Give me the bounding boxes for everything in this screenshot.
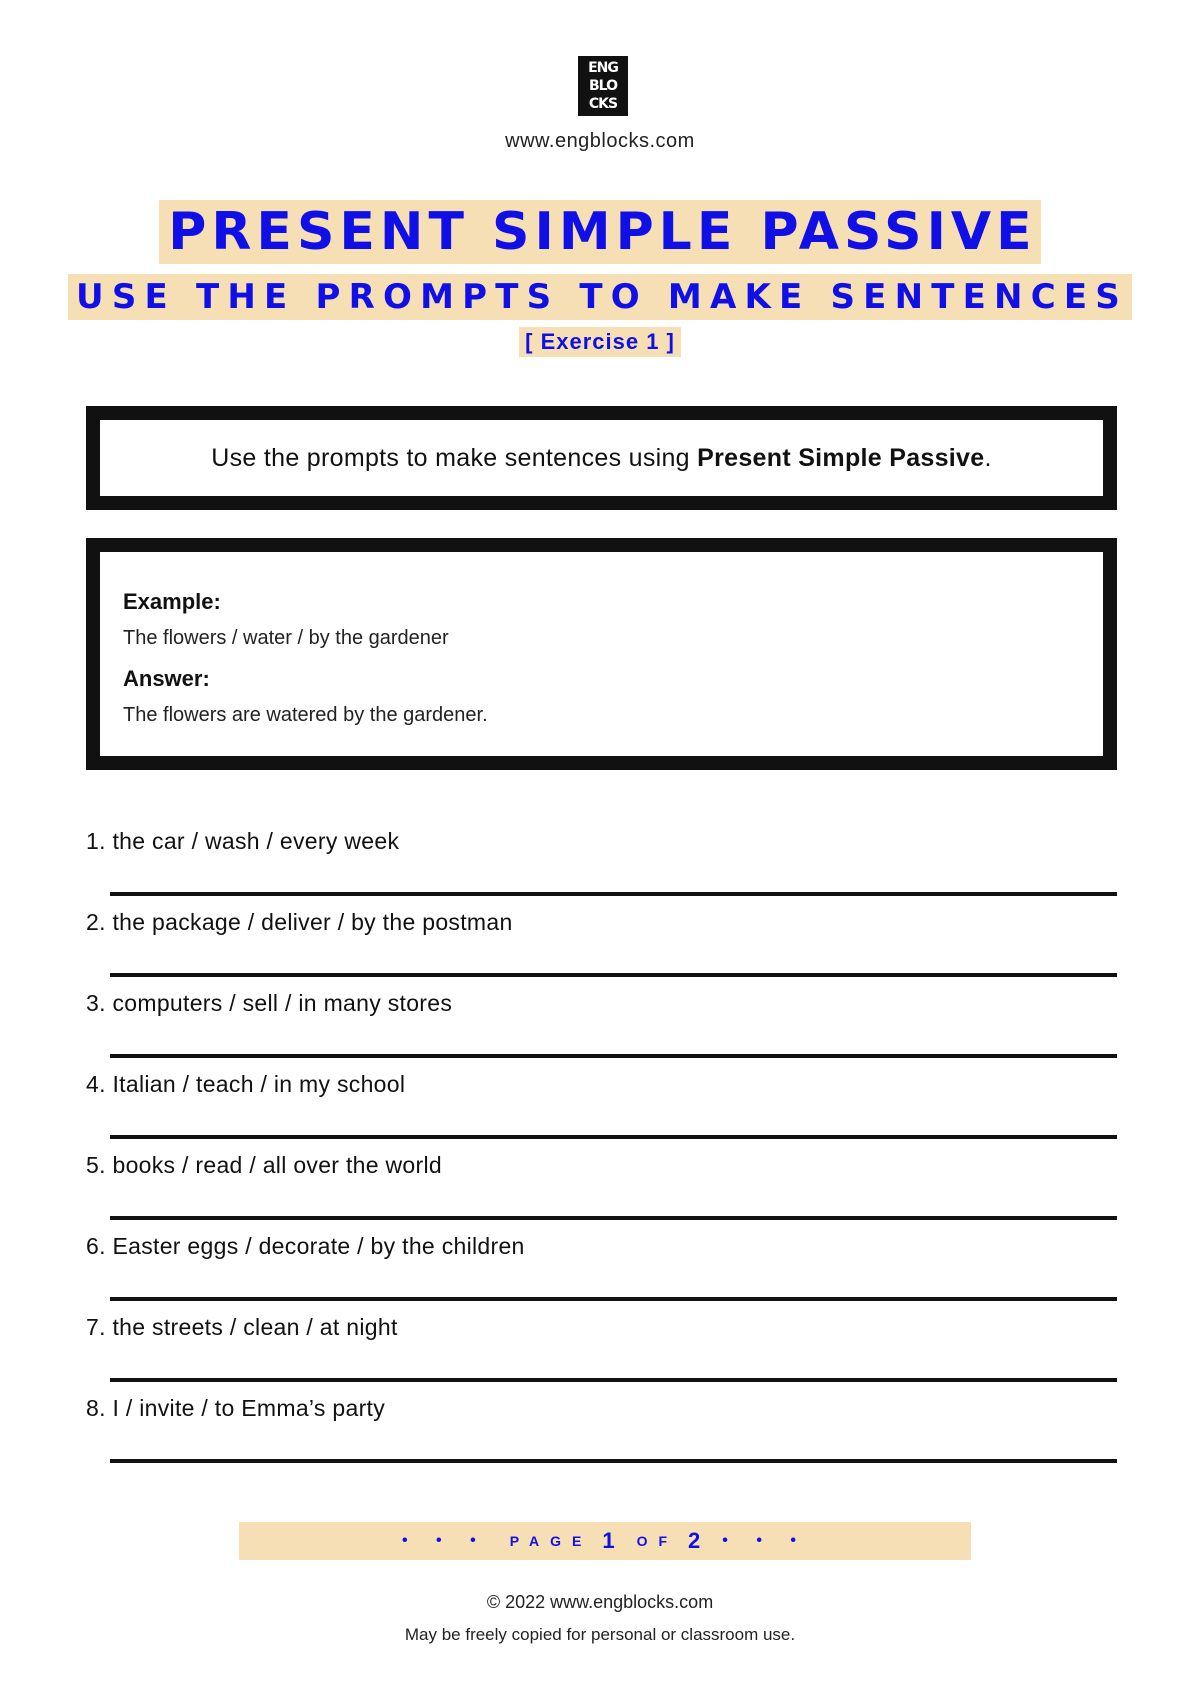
question-item [86, 1312, 1117, 1393]
site-url: www.engblocks.com [505, 130, 695, 152]
question-item [86, 907, 1117, 988]
question-list [86, 826, 1117, 1474]
question-item [86, 1231, 1117, 1312]
question-prompt: 5. books / read / all over the world [86, 1152, 442, 1178]
page-word: PAGE [509, 1533, 593, 1549]
question-prompt: 2. the package / deliver / by the postman [86, 909, 513, 935]
answer-line[interactable] [110, 892, 1117, 896]
page-title: PRESENT SIMPLE PASSIVE [159, 200, 1040, 264]
example-heading: Example: [123, 589, 221, 614]
answer-line[interactable] [110, 1378, 1117, 1382]
copyright: © 2022 www.engblocks.com [486, 1592, 714, 1612]
page-dots-left: • • • [402, 1532, 488, 1549]
question-prompt: 6. Easter eggs / decorate / by the children [86, 1233, 525, 1259]
question-item [86, 1069, 1117, 1150]
question-item [86, 988, 1117, 1069]
instruction-text: Use the prompts to make sentences using Present Simple Passive. [211, 443, 992, 472]
answer-line[interactable] [110, 1135, 1117, 1139]
answer-line[interactable] [110, 1459, 1117, 1463]
license-note: May be freely copied for personal or classroom use. [404, 1625, 796, 1644]
engblocks-logo: ENG BLO CKS [578, 56, 628, 116]
page-indicator [239, 1522, 971, 1560]
page-dots-right: • • • [722, 1532, 808, 1549]
question-prompt: 8. I / invite / to Emma’s party [86, 1395, 386, 1421]
page-total: 2 [688, 1528, 705, 1553]
question-prompt: 1. the car / wash / every week [86, 828, 400, 854]
answer-line[interactable] [110, 1297, 1117, 1301]
question-prompt: 3. computers / sell / in many stores [86, 990, 453, 1016]
question-item [86, 1393, 1117, 1474]
instruction-box [86, 406, 1117, 510]
page-subtitle: USE THE PROMPTS TO MAKE SENTENCES [68, 274, 1132, 320]
answer-text: The flowers are watered by the gardener. [123, 704, 488, 726]
answer-line[interactable] [110, 973, 1117, 977]
answer-heading: Answer: [123, 666, 210, 691]
example-text: The flowers / water / by the gardener [123, 627, 449, 649]
example-box [86, 538, 1117, 770]
exercise-label: [ Exercise 1 ] [519, 327, 681, 357]
question-prompt: 7. the streets / clean / at night [86, 1314, 398, 1340]
question-item [86, 826, 1117, 907]
question-item [86, 1150, 1117, 1231]
question-prompt: 4. Italian / teach / in my school [86, 1071, 406, 1097]
answer-line[interactable] [110, 1054, 1117, 1058]
answer-line[interactable] [110, 1216, 1117, 1220]
page-of-word: OF [636, 1533, 679, 1549]
page-current: 1 [602, 1528, 619, 1553]
